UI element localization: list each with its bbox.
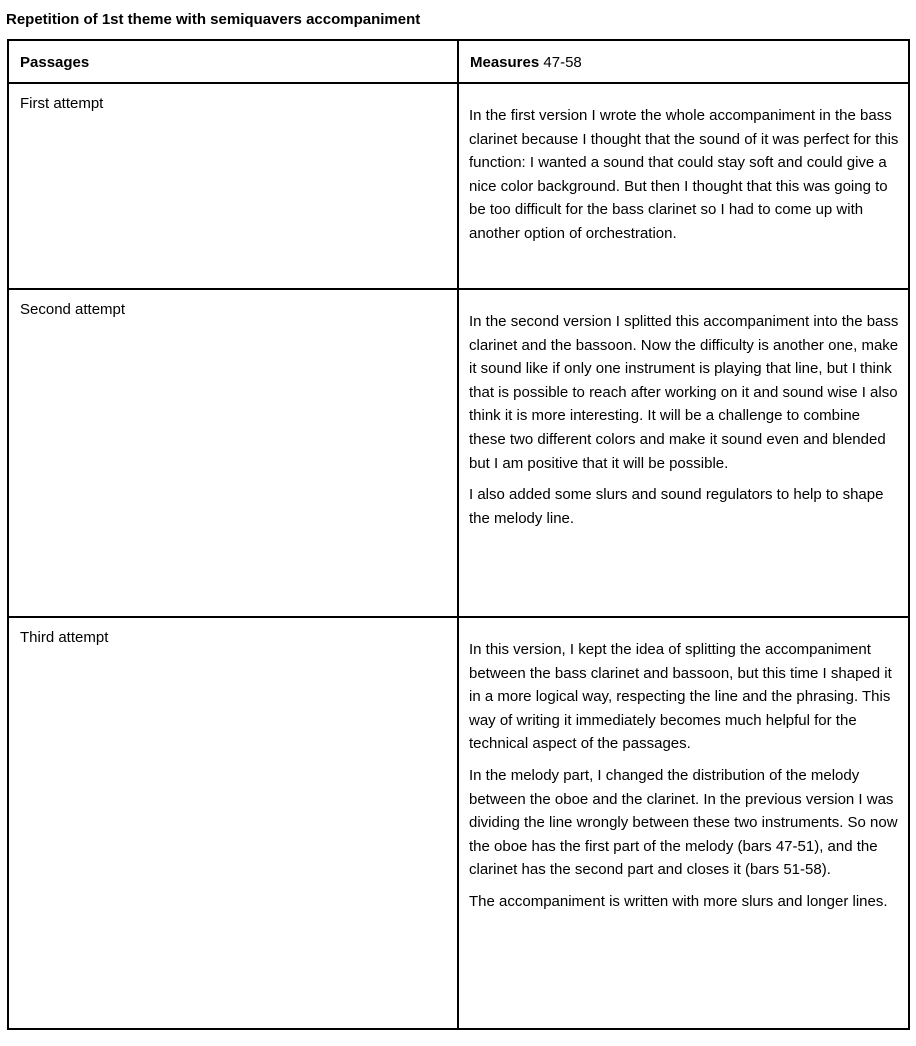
table-row-second-attempt [8, 289, 909, 617]
passage-label-first-attempt: First attempt [8, 83, 458, 289]
measures-label: Measures [470, 54, 540, 71]
table-header-row [8, 40, 909, 83]
measures-column-header [458, 40, 909, 83]
passage-label-third-attempt: Third attempt [8, 617, 458, 1029]
passages-table [7, 39, 910, 1030]
table-row-third-attempt [8, 617, 909, 1029]
description-cell-first-attempt [458, 83, 909, 289]
measures-value: 47-58 [543, 54, 582, 71]
description-cell-third-attempt [458, 617, 909, 1029]
description-paragraph: I also added some slurs and sound regulators to help to shape the melody line. [469, 486, 884, 527]
passage-label-second-attempt: Second attempt [8, 289, 458, 617]
description-paragraph: In the second version I splitted this accompaniment into the bass clarinet and the bassoon. Now the difficulty is another one, make it sound like if only one instrument is playing that line, but I think that is possible to reach after working on it and sound wise I also think it is more interesting. It will be a challenge to combine these two different colors and make it sound even and blended but I am positive that it will be possible. [469, 313, 899, 472]
description-paragraph: In this version, I kept the idea of splitting the accompaniment between the bass clarinet and bassoon, but this time I shaped it in a more logical way, respecting the line and the phrasing. This way of writing it immediately becomes much helpful for the technical aspect of the passages. [469, 641, 892, 753]
description-paragraph: The accompaniment is written with more slurs and longer lines. [469, 892, 888, 910]
description-cell-second-attempt [458, 289, 909, 617]
description-paragraph: In the first version I wrote the whole accompaniment in the bass clarinet because I thought that the sound of it was perfect for this function: I wanted a sound that could stay soft and could give a nice color background. But then I thought that this was going to be too difficult for the bass clarinet so I had to come up with another option of orchestration. [469, 107, 899, 242]
passages-column-header: Passages [8, 40, 458, 83]
table-row-first-attempt [8, 83, 909, 289]
document-title: Repetition of 1st theme with semiquavers accompaniment [6, 11, 421, 28]
description-paragraph: In the melody part, I changed the distribution of the melody between the oboe and the clarinet. In the previous version I was dividing the line wrongly between these two instruments. So now the oboe has the first part of the melody (bars 47-51), and the clarinet has the second part and closes it (bars 51-58). [469, 766, 898, 879]
